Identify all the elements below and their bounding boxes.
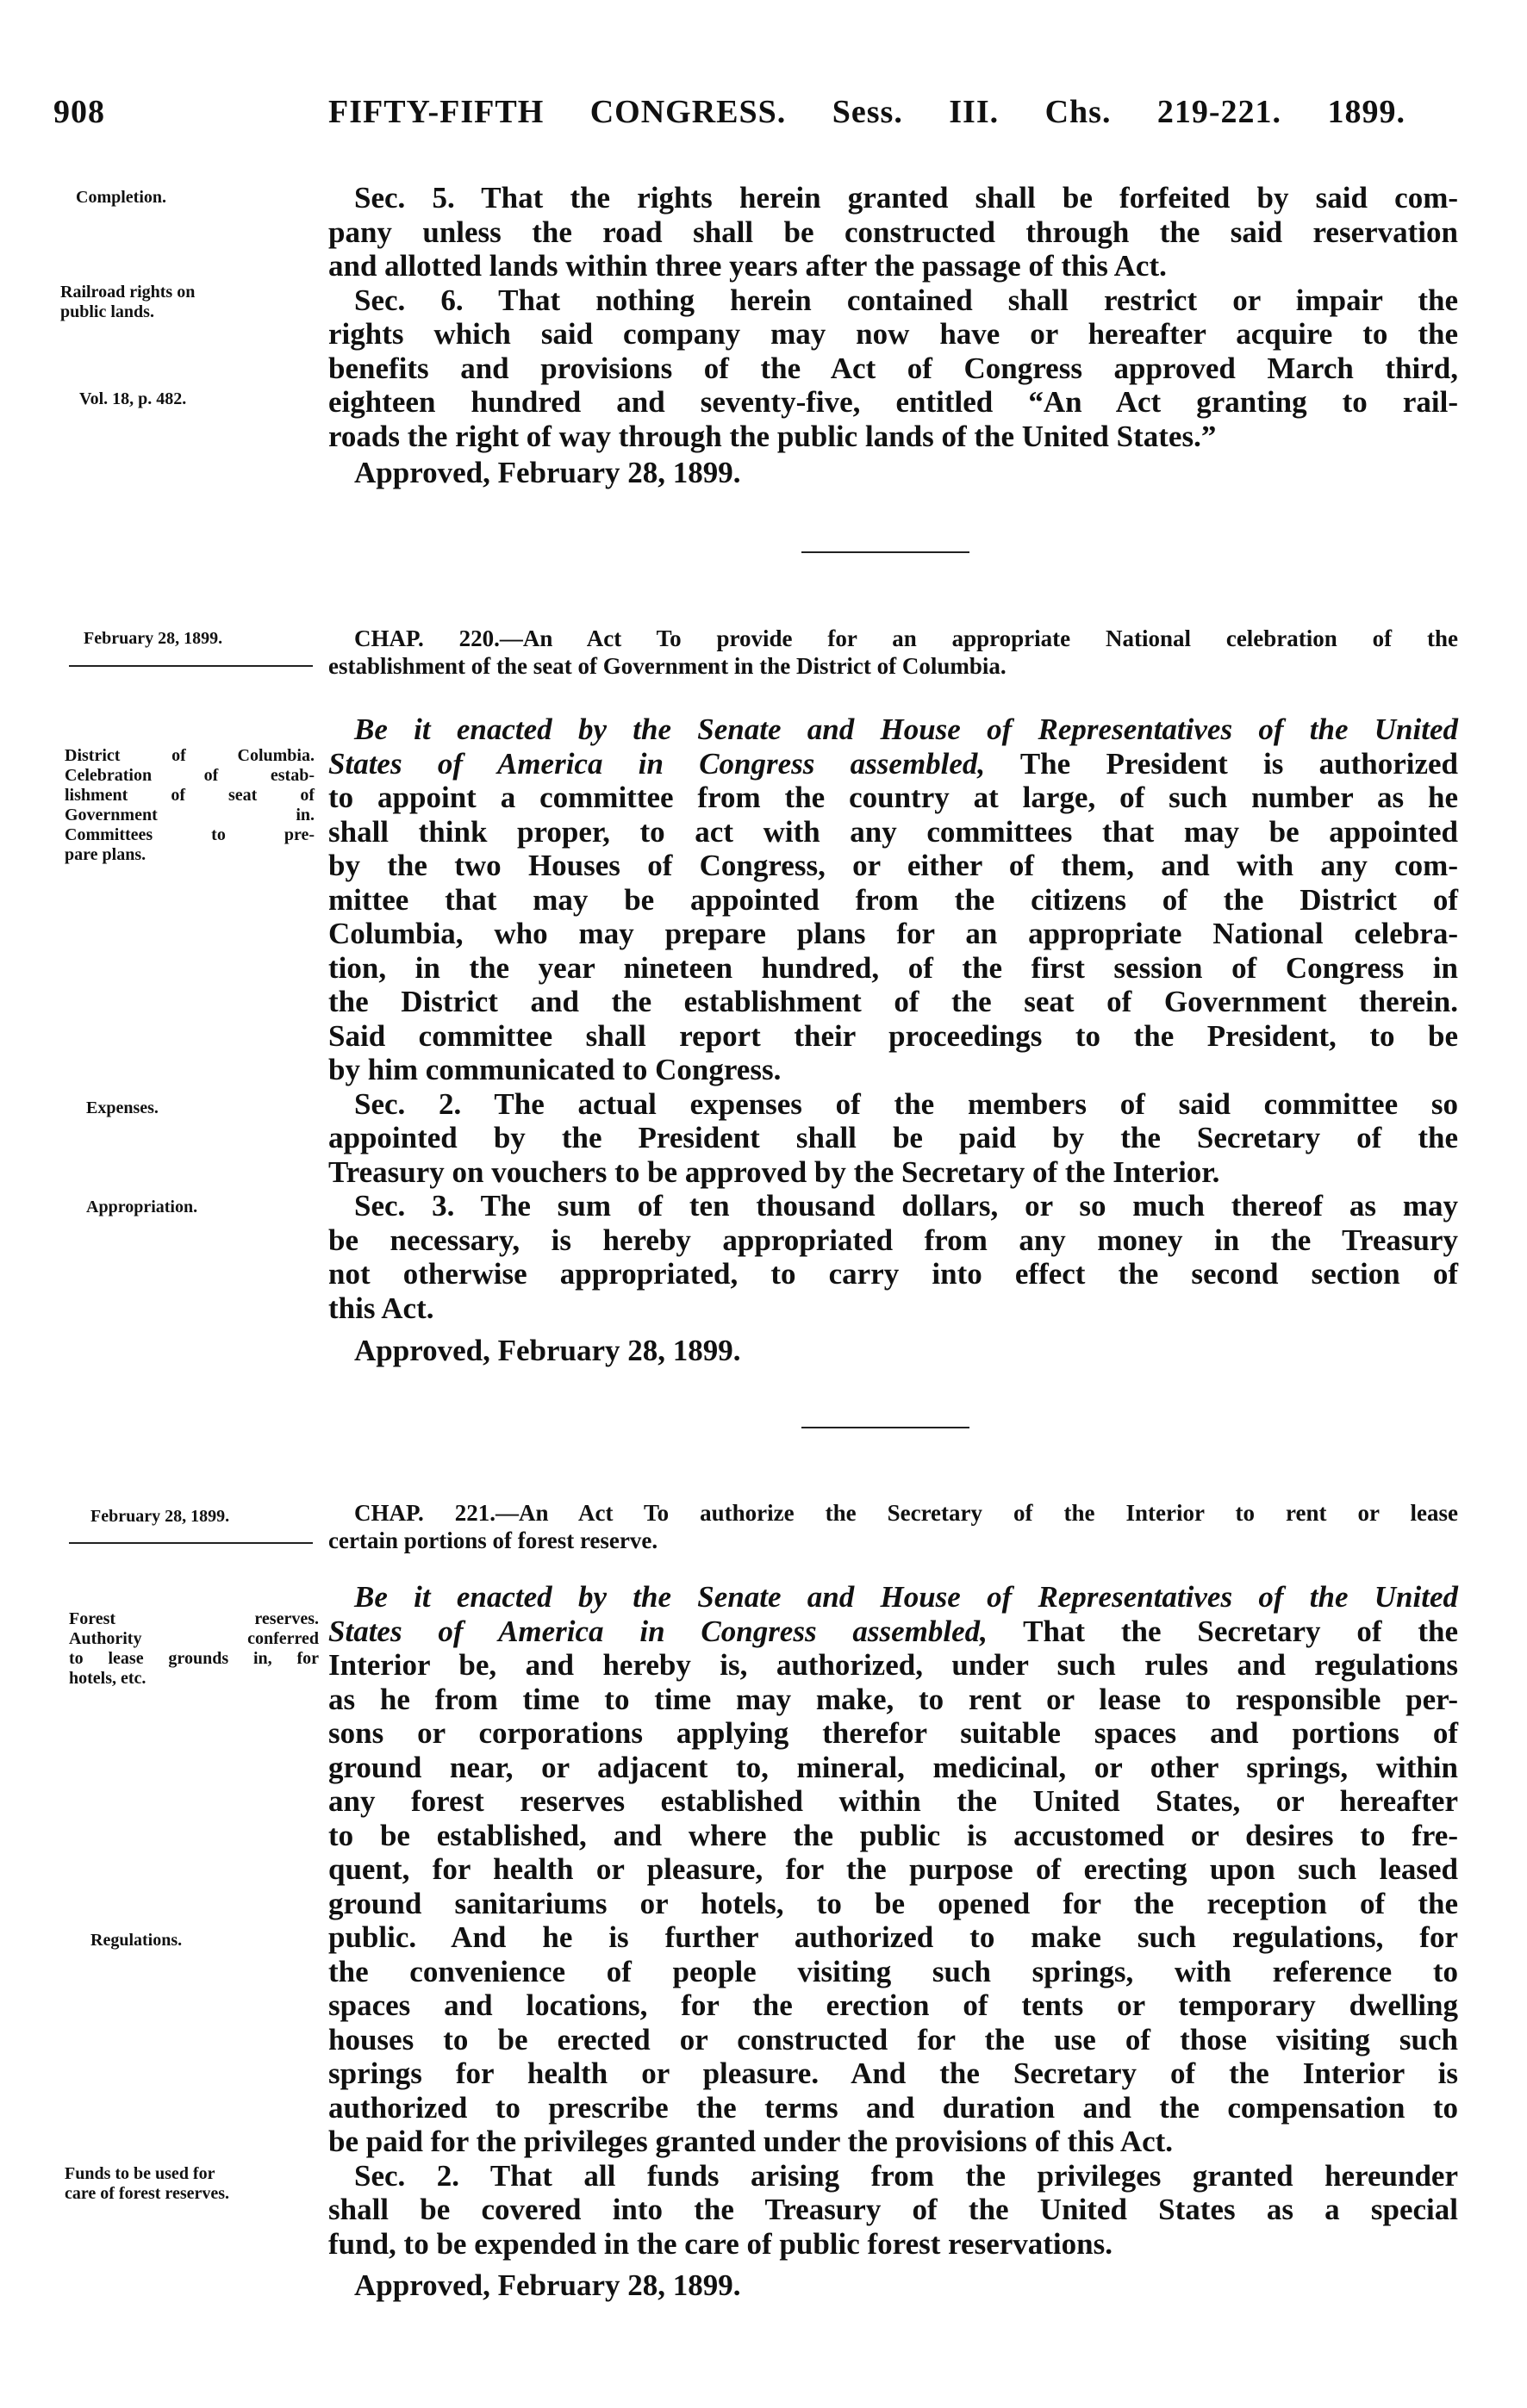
margin-note-appropriation	[86, 1198, 332, 1217]
approved-221: Approved, February 28, 1899.	[354, 2268, 741, 2302]
note-line: Expenses.	[86, 1098, 159, 1117]
margin-note-forest	[69, 1609, 319, 1689]
chapter-221-body	[328, 1580, 1458, 2261]
margin-note-railroad	[60, 283, 327, 322]
text-line: eighteen hundred and seventy-five, entitled “An Act granting to rail-	[328, 385, 1458, 419]
text: The President is authorized	[985, 746, 1458, 781]
note-line: to lease grounds in, for	[69, 1649, 319, 1668]
margin-note-district	[65, 746, 315, 865]
page-number: 908	[53, 94, 105, 130]
chapter-220-heading	[328, 625, 1458, 680]
italic-text: States of America in Congress assembled,	[328, 1614, 988, 1648]
text-line: springs for health or pleasure. And the Secretary of the Interior is	[328, 2056, 1458, 2090]
text-line	[328, 747, 1458, 781]
text-line: spaces and locations, for the erection of tents or temporary dwelling	[328, 1988, 1458, 2022]
text-line: be necessary, is hereby appropriated from any money in the Treasury	[328, 1223, 1458, 1257]
text-line: Sec. 3. The sum of ten thousand dollars, or so much thereof as may	[354, 1189, 1458, 1223]
note-line: Completion.	[76, 188, 166, 207]
note-line: Government in.	[65, 806, 315, 824]
section-divider	[801, 551, 969, 553]
note-line: hotels, etc.	[69, 1669, 146, 1688]
note-line: Appropriation.	[86, 1198, 198, 1216]
note-line: pare plans.	[65, 845, 146, 864]
text-line: authorized to prescribe the terms and duration and the compensation to	[328, 2090, 1458, 2125]
text-line: Sec. 2. That all funds arising from the privileges granted hereunder	[354, 2158, 1458, 2193]
text-line: ground near, or adjacent to, mineral, medicinal, or other springs, within	[328, 1750, 1458, 1784]
margin-note-completion	[76, 188, 321, 208]
text-line: Sec. 6. That nothing herein contained shall restrict or impair the	[354, 283, 1458, 317]
text-line: sons or corporations applying therefor suitable spaces and portions of	[328, 1716, 1458, 1750]
text-line: benefits and provisions of the Act of Congress approved March third,	[328, 351, 1458, 385]
text-line: by him communicated to Congress.	[328, 1053, 782, 1086]
heading-line: certain portions of forest reserve.	[328, 1528, 658, 1553]
italic-text: Be it enacted by the Senate and House of Representatives of the United	[354, 712, 1458, 746]
text-line: ground sanitariums or hotels, to be opened for the reception of the	[328, 1886, 1458, 1920]
running-title: FIFTY-FIFTH CONGRESS. Sess. III. Chs. 219-221. 1899.	[328, 94, 1405, 130]
text-line: Sec. 5. That the rights herein granted shall be forfeited by said com-	[354, 181, 1458, 215]
text-line: by the two Houses of Congress, or either of them, and with any com-	[328, 849, 1458, 882]
text-line: Said committee shall report their proceedings to the President, to be	[328, 1018, 1458, 1053]
note-line: Regulations.	[90, 1931, 183, 1950]
note-line: public lands.	[60, 302, 154, 321]
note-line: February 28, 1899.	[84, 629, 223, 648]
text-line: be paid for the privileges granted under the provisions of this Act.	[328, 2125, 1174, 2158]
text-line: Treasury on vouchers to be approved by the Secretary of the Interior.	[328, 1154, 1220, 1189]
heading-line: establishment of the seat of Government in the District of Columbia.	[328, 653, 1007, 679]
text-line: tion, in the year nineteen hundred, of the first session of Congress in	[328, 950, 1458, 985]
text-line: the District and the establishment of the seat of Government therein.	[328, 985, 1458, 1018]
section-divider	[801, 1427, 969, 1428]
margin-note-date-220	[84, 629, 329, 649]
text-line: Interior be, and hereby is, authorized, under such rules and regulations	[328, 1648, 1458, 1682]
note-line: District of Columbia.	[65, 746, 315, 765]
date-rule	[69, 665, 313, 667]
note-line: care of forest reserves.	[65, 2184, 230, 2203]
approved-220: Approved, February 28, 1899.	[354, 1334, 741, 1367]
note-line: Railroad rights on	[60, 283, 196, 302]
margin-note-regulations	[90, 1931, 336, 1951]
text-line: not otherwise appropriated, to carry into effect the second section of	[328, 1257, 1458, 1291]
text-line: Columbia, who may prepare plans for an appropriate National celebra-	[328, 917, 1458, 950]
note-line: February 28, 1899.	[90, 1507, 230, 1526]
text-line: as he from time to time may make, to rent or lease to responsible per-	[328, 1682, 1458, 1716]
heading-line: CHAP. 220.—An Act To provide for an appropriate National celebration of the	[354, 625, 1458, 651]
margin-note-expenses	[86, 1098, 332, 1118]
margin-note-funds	[65, 2164, 323, 2204]
text: That the Secretary of the	[987, 1614, 1458, 1648]
text-line: Sec. 2. The actual expenses of the members of said committee so	[354, 1086, 1458, 1121]
text-line: fund, to be expended in the care of public forest reservations.	[328, 2226, 1113, 2261]
chapter-219-sections	[328, 181, 1458, 453]
italic-text: States of America in Congress assembled,	[328, 746, 986, 781]
note-line: Vol. 18, p. 482.	[79, 389, 187, 408]
date-rule	[69, 1542, 313, 1544]
note-line: Committees to pre-	[65, 825, 315, 844]
text-line: and allotted lands within three years after the passage of this Act.	[328, 249, 1167, 283]
text-line: pany unless the road shall be constructed through the said reservation	[328, 215, 1458, 249]
text-line: shall be covered into the Treasury of the United States as a special	[328, 2193, 1458, 2226]
margin-note-date-221	[90, 1507, 336, 1527]
text-line: mittee that may be appointed from the citizens of the District of	[328, 882, 1458, 917]
note-line: Forest reserves.	[69, 1609, 319, 1628]
note-line: Authority conferred	[69, 1629, 319, 1648]
text-line: the convenience of people visiting such springs, with reference to	[328, 1954, 1458, 1988]
text-line	[328, 712, 1458, 747]
text-line: roads the right of way through the public lands of the United States.”	[328, 419, 1217, 453]
text-line: this Act.	[328, 1291, 434, 1325]
text-line: to be established, and where the public is accustomed or desires to fre-	[328, 1818, 1458, 1852]
approved-219: Approved, February 28, 1899.	[354, 456, 741, 489]
note-line: Celebration of estab-	[65, 766, 315, 785]
heading-line: CHAP. 221.—An Act To authorize the Secretary of the Interior to rent or lease	[354, 1500, 1458, 1526]
chapter-220-body	[328, 712, 1458, 1325]
text-line: appointed by the President shall be paid by the Secretary of the	[328, 1121, 1458, 1154]
note-line: lishment of seat of	[65, 786, 315, 805]
text-line: shall think proper, to act with any committees that may be appointed	[328, 814, 1458, 849]
italic-text: Be it enacted by the Senate and House of Representatives of the United	[354, 1580, 1458, 1614]
text-line	[328, 1615, 1458, 1649]
text-line: public. And he is further authorized to make such regulations, for	[328, 1920, 1458, 1954]
text-line: rights which said company may now have or hereafter acquire to the	[328, 317, 1458, 351]
text-line: any forest reserves established within the United States, or hereafter	[328, 1784, 1458, 1818]
text-line: quent, for health or pleasure, for the purpose of erecting upon such leased	[328, 1852, 1458, 1886]
chapter-221-heading	[328, 1499, 1458, 1554]
text-line: to appoint a committee from the country at large, of such number as he	[328, 781, 1458, 814]
text-line	[328, 1580, 1458, 1615]
text-line: houses to be erected or constructed for the use of those visiting such	[328, 2022, 1458, 2056]
note-line: Funds to be used for	[65, 2164, 215, 2183]
margin-note-vol	[79, 389, 325, 409]
